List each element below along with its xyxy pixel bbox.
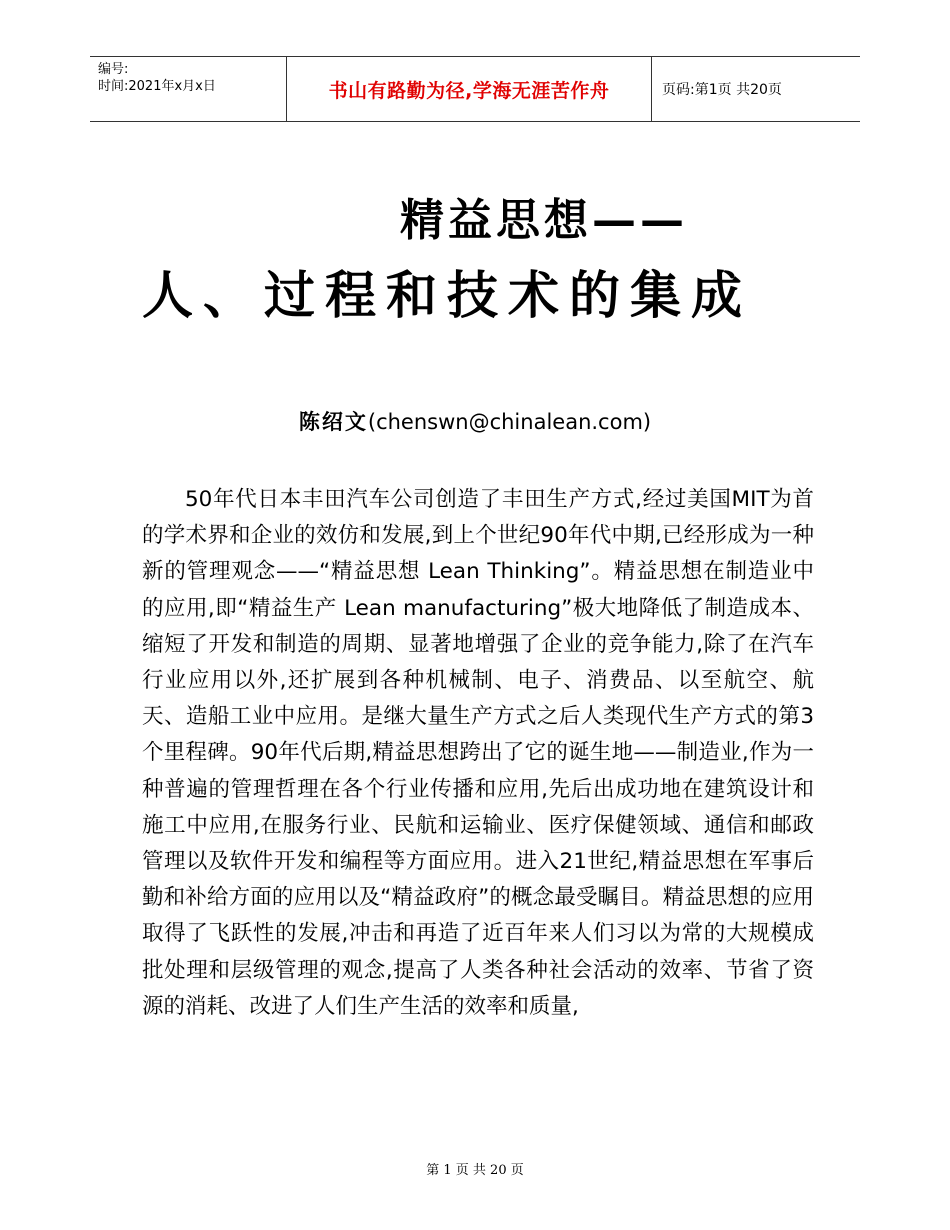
page-footer: 第 1 页 共 20 页 bbox=[426, 1163, 524, 1178]
header-meta bbox=[90, 57, 286, 121]
author-name: 陈绍文 bbox=[298, 410, 368, 434]
time-label: 时间:2021年x月x日 bbox=[98, 79, 216, 94]
author-line bbox=[0, 406, 950, 436]
header-page-info: 页码:第1页 共20页 bbox=[662, 82, 782, 98]
author-email: (chenswn@chinalean.com) bbox=[367, 410, 652, 434]
code-label: 编号: bbox=[98, 62, 129, 77]
header-motto: 书山有路勤为径,学海无涯苦作舟 bbox=[286, 57, 652, 121]
title-line-2: 人、过程和技术的集成 bbox=[142, 267, 753, 326]
title-line-1: 精益思想—— bbox=[400, 195, 688, 246]
page-header bbox=[90, 56, 860, 122]
body-paragraph: 50年代日本丰田汽车公司创造了丰田生产方式,经过美国MIT为首的学术界和企业的效仿和发展,到上个世纪90年代中期,已经形成为一种新的管理观念——“精益思想 Lean Thinking”。精益思想在制造业中的应用,即“精益生产 Lean manufacturing”极大地降低了制造成本、缩短了开发和制造的周期、显著地增强了企业的竞争能力,除了在汽车行业应用以外,还扩展到各种机械制、电子、消费品、以至航空、航天、造船工业中应用。是继大量生产方式之后人类现代生产方式的第3个里程碑。90年代后期,精益思想跨出了它的诞生地——制造业,作为一种普遍的管理哲理在各个行业传播和应用,先后出成功地在建筑设计和施工中应用,在服务行业、民航和运输业、医疗保健领域、通信和邮政管理以及软件开发和编程等方面应用。进入21世纪,精益思想在军事后勤和补给方面的应用以及“精益政府”的概念最受瞩目。精益思想的应用取得了飞跃性的发展,冲击和再造了近百年来人们习以为常的大规模成批处理和层级管理的观念,提高了人类各种社会活动的效率、节省了资源的消耗、改进了人们生产生活的效率和质量, bbox=[142, 487, 814, 1019]
